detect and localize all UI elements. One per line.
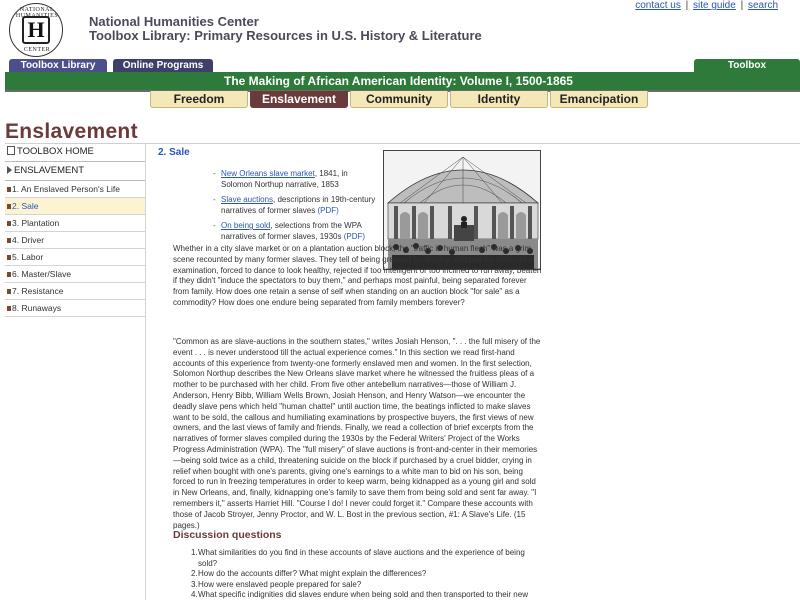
bullet-icon — [7, 306, 11, 311]
link-separator: | — [685, 0, 689, 11]
sidebar-item-sale[interactable] — [5, 198, 145, 215]
page-title: Enslavement — [5, 120, 138, 143]
source-description: , 1841, in Solomon Northup narrative, 1853 — [221, 169, 348, 189]
theme-tab-identity[interactable]: Identity — [450, 91, 548, 108]
discussion-question — [191, 590, 543, 601]
source-item — [213, 169, 378, 190]
bullet-icon — [7, 272, 11, 277]
theme-tab-enslavement[interactable]: Enslavement — [250, 91, 348, 108]
sidebar — [5, 143, 145, 317]
nhc-logo[interactable] — [9, 3, 63, 57]
bullet-icon — [7, 289, 11, 294]
site-subtitle[interactable]: Toolbox Library: Primary Resources in U.S. History & Literature — [89, 28, 482, 43]
logo-letter: H — [22, 16, 50, 44]
theme-tab-freedom[interactable]: Freedom — [150, 91, 248, 108]
question-number: 2. — [191, 569, 198, 578]
sidebar-item-master-slave[interactable] — [5, 266, 145, 283]
top-tabs — [5, 59, 800, 72]
pdf-link[interactable]: (PDF) — [343, 231, 366, 241]
question-text: What specific indignities did slaves endure when being sold and then transported to their new — [198, 590, 528, 599]
source-link-slave-market[interactable]: New Orleans slave market — [221, 169, 315, 178]
source-item — [213, 221, 378, 242]
link-separator: | — [740, 0, 744, 11]
site-guide-link[interactable]: site guide — [693, 0, 736, 11]
banner-title[interactable]: The Making of African American Identity: Volume I, 1500-1865 — [224, 74, 573, 88]
intro-paragraph: Whether in a city slave market or on a plantation auction block, the "traffic in human flesh" was a grim scene recounted by many former slaves. They tell of being greased for display, stripped for meticulous examination, forced to dance to look healthy, rejected if too intelligent or too inclined to run away, beaten if they didn't "induce the spectators to buy them," and perhaps most painful, being separated forever from family. How does one retain a sense of self when standing on an auction block "for sale" as a commodity? How does one endure being separated from family members forever? — [173, 244, 542, 307]
source-description: , descriptions in 19th-century narratives of former slaves — [221, 195, 376, 215]
question-number: 4. — [191, 590, 198, 599]
sidebar-item-label: 1. An Enslaved Person's Life — [12, 184, 120, 194]
question-text: How do the accounts differ? What might explain the differences? — [198, 569, 427, 578]
sidebar-item-toolbox-home[interactable] — [5, 143, 145, 162]
source-description: , selections from the WPA narratives of former slaves, 1930s — [221, 221, 362, 241]
theme-tab-community[interactable]: Community — [350, 91, 448, 108]
sidebar-item-label: 8. Runaways — [12, 303, 62, 313]
org-name[interactable]: National Humanities Center — [89, 14, 259, 29]
sidebar-item-enslaved-life[interactable] — [5, 181, 145, 198]
sidebar-item-label: 5. Labor — [12, 252, 44, 262]
source-link-on-being-sold[interactable]: On being sold — [221, 221, 271, 230]
logo-ring-bottom-text: CENTER — [23, 47, 51, 53]
question-number: 1. — [191, 548, 198, 557]
logo-ring-top-text: NATIONAL HUMANITIES — [15, 7, 59, 19]
question-text: How were enslaved people prepared for sale? — [198, 579, 362, 589]
question-number: 3. — [191, 579, 198, 589]
utility-links — [635, 0, 778, 11]
question-text: What similarities do you find in these accounts of slave auctions and the experience of being sold? — [198, 548, 525, 568]
bullet-icon — [7, 238, 11, 243]
sidebar-item-label: 4. Driver — [12, 235, 45, 245]
pdf-link[interactable]: (PDF) — [317, 205, 339, 215]
sidebar-item-runaways[interactable] — [5, 300, 145, 317]
sidebar-item-label: TOOLBOX HOME — [17, 146, 94, 157]
sidebar-item-resistance[interactable] — [5, 283, 145, 300]
home-icon — [7, 146, 15, 155]
sidebar-item-driver[interactable] — [5, 232, 145, 249]
tab-toolbox[interactable]: Toolbox — [694, 59, 800, 72]
triangle-right-icon — [7, 166, 12, 174]
site-header — [0, 0, 800, 58]
bullet-icon — [7, 255, 11, 260]
source-item — [213, 195, 378, 216]
source-link-slave-auctions[interactable]: Slave auctions — [221, 195, 274, 204]
discussion-heading: Discussion questions — [173, 529, 282, 541]
bullet-icon — [7, 204, 11, 209]
sidebar-item-label: 6. Master/Slave — [12, 269, 72, 279]
bullet-icon — [7, 187, 11, 192]
sidebar-item-labor[interactable] — [5, 249, 145, 266]
tab-online-programs[interactable]: Online Programs — [113, 59, 213, 72]
sidebar-item-label: ENSLAVEMENT — [14, 165, 85, 176]
bullet-icon — [7, 221, 11, 226]
sidebar-item-plantation[interactable] — [5, 215, 145, 232]
overview-paragraph: "Common as are slave-auctions in the southern states," writes Josiah Henson, ". . . the full misery of the event . . . is never understood till the actual experience comes." In this section we read first-hand accounts of this experience from twenty-one formerly enslaved men and women. In the first selection, Solomon Northup describes the New Orleans slave market where he witnessed the fruitless pleas of a mother to be purchased with her child. From five other antebellum narratives—those of William J. Anderson, Henry Bibb, William Wells Brown, Josiah Henson, and Henry Watson—we encounter the deadly slave pens which held "human chattel" until auction time, the beatings inflicted to make slaves want to be sold, the callous and humiliating examinations by prospective buyers, the first views of new owners, and the last views of family and friends. Finally, we read a collection of brief excerpts from the narratives of former slaves compiled during the 1930s by the Federal Writers' Project of the Works Progress Administration (WPA). The "full misery" of slave auctions is front-and-center in their memories—being sold twice as a child, threatening suicide on the block if purchased by a cruel bidder, crying in relief when bought with one's parents, giving one's earnings to a white man to bid on his son, being forced to run in freezing temperatures in order to keep warm, being kidnapped as a young girl and sold in New Orleans, and, finally, kidnapping one's family to save them from being sold and sent far away. "I remembers it," asserts Harriet Hill. "Course I do! I never could forget it." Compare these accounts with those of Jacob Stroyer, Jenny Proctor, and W. L. Bost in the previous section, #1: A Slave's Life. (15 pages.) — [173, 337, 541, 530]
source-list — [173, 169, 378, 247]
section-heading: 2. Sale — [158, 147, 190, 158]
sidebar-item-label: 3. Plantation — [12, 218, 60, 228]
tab-toolbox-library[interactable]: Toolbox Library — [9, 59, 107, 72]
sidebar-item-label: 2. Sale — [12, 201, 39, 211]
sidebar-item-label: 7. Resistance — [12, 286, 64, 296]
discussion-question-list — [191, 548, 543, 601]
theme-tab-emancipation[interactable]: Emancipation — [550, 91, 648, 108]
sidebar-divider — [145, 143, 146, 600]
search-link[interactable]: search — [747, 0, 778, 11]
contact-us-link[interactable]: contact us — [635, 0, 681, 11]
collection-banner — [5, 72, 800, 90]
discussion-question — [191, 579, 543, 591]
discussion-question — [191, 569, 543, 580]
sidebar-item-enslavement[interactable] — [5, 162, 145, 181]
discussion-question — [191, 548, 543, 569]
